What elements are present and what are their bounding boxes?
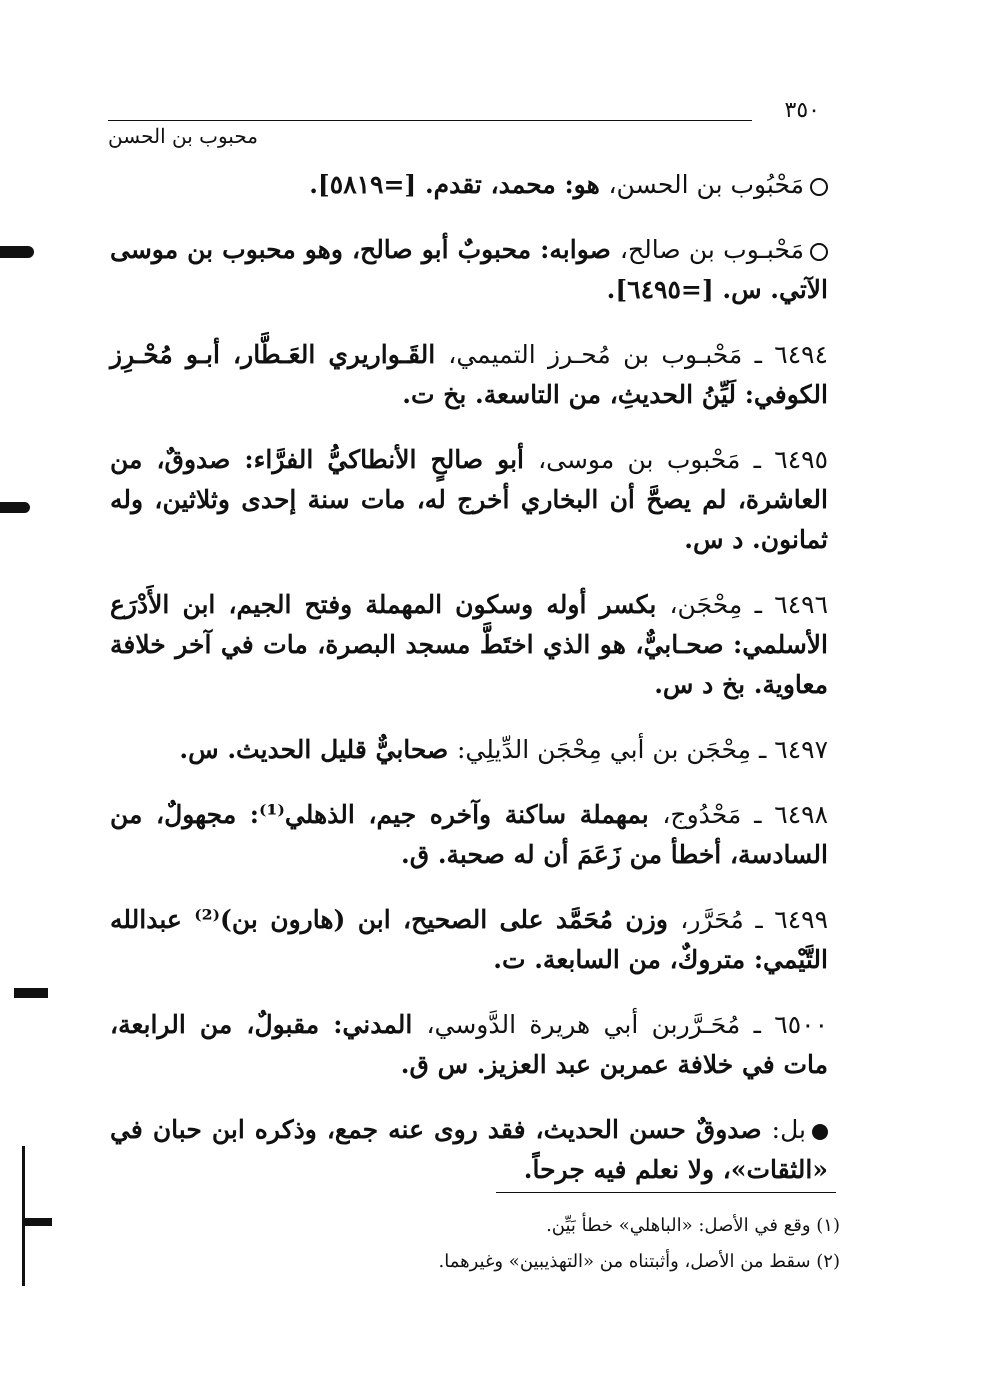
entry-number: ٦٤٩٤: [774, 340, 828, 369]
entry: [110, 440, 828, 560]
entry-name: ـ مَحْبـوب بن مُحـرز التميمي،: [448, 340, 775, 369]
entry-text: صحابيٌّ قليل الحديث. س.: [179, 735, 457, 764]
entry-name: ـ مِحْجَن بن أبي مِحْجَن الدِّيلِي:: [456, 735, 775, 764]
entry-name: بل:: [771, 1115, 806, 1144]
footnotes: [400, 1208, 840, 1280]
margin-scan-mark: [22, 1146, 25, 1286]
margin-scan-mark: [0, 246, 34, 258]
entry: [110, 230, 828, 310]
footnote: (١) وقع في الأصل: «الباهلي» خطأ بَيِّن.: [546, 1215, 840, 1236]
dot-bullet-icon: [812, 1124, 828, 1140]
entry-name: ـ مُحَـرَّربن أبي هريرة الدَّوسي،: [426, 1010, 775, 1039]
footnote: (٢) سقط من الأصل، وأثبتناه من «التهذيبين» وغيرهما.: [438, 1251, 840, 1272]
entry: [110, 795, 828, 875]
header-rule: [108, 120, 752, 121]
entry-name: ـ مَحْبوب بن موسى،: [538, 445, 775, 474]
entry: [110, 900, 828, 980]
entry: [110, 165, 828, 205]
margin-scan-mark: [22, 1218, 52, 1226]
entry-text: بكسر أوله وسكون المهملة وفتح الجيم، ابن الأَدْرَع الأسلمي: صحـابيٌّ، هو الذي اختَطَّ مسجد البصرة، مات في آخر خلافة معاوية. بخ د س.: [110, 590, 828, 699]
margin-scan-mark: [0, 502, 30, 513]
entry: [110, 1005, 828, 1085]
entry: [110, 585, 828, 705]
entry-text: صوابه: محبوبٌ أبو صالح، وهو محبوب بن موسى الآتي. س. [=٦٤٩٥].: [110, 235, 828, 304]
entry-text: وزن مُحَمَّد على الصحيح، ابن (هارون بن)⁽²⁾ عبدالله التَّيْمي: متروكٌ، من السابعة. ت.: [110, 905, 828, 974]
entry-name: ـ مِحْجَن،: [669, 590, 775, 619]
entry-number: ٦٤٩٨: [774, 800, 828, 829]
entry-number: ٦٤٩٦: [774, 590, 829, 619]
entries-list: [110, 140, 828, 1214]
entry-number: ٦٤٩٧: [774, 735, 828, 764]
entry: [110, 730, 828, 770]
circle-bullet-icon: [810, 243, 828, 261]
entry-name: ـ مُحَرَّر،: [680, 905, 775, 934]
entry-text: أبو صالحٍ الأنطاكيُّ الفرَّاء: صدوقٌ، من العاشرة، لم يصحَّ أن البخاري أخرج له، مات سنة إحدى وثلاثين، وله ثمانون. د س.: [110, 445, 828, 554]
page-number: ٣٥٠: [784, 98, 820, 123]
entry-name: مَحْبُوب بن الحسن،: [608, 170, 804, 199]
entry: [110, 335, 828, 415]
footnote-rule: [496, 1192, 836, 1193]
entry-text: هو: محمد، تقدم. [=٥٨١٩].: [309, 170, 609, 199]
entry-number: ٦٥٠٠: [774, 1010, 828, 1039]
margin-scan-mark: [14, 988, 48, 998]
running-title: محبوب بن الحسن: [108, 124, 258, 148]
circle-bullet-icon: [810, 178, 828, 196]
entry-number: ٦٤٩٥: [774, 445, 828, 474]
entry-name: ـ مَحْدُوج،: [662, 800, 775, 829]
entry-name: مَحْبـوب بن صالح،: [619, 235, 805, 264]
entry-number: ٦٤٩٩: [774, 905, 828, 934]
entry-text: المدني: مقبولٌ، من الرابعة، مات في خلافة عمربن عبد العزيز. س ق.: [110, 1010, 828, 1079]
entry-text: بمهملة ساكنة وآخره جيم، الذهلي⁽¹⁾: مجهولٌ، من السادسة، أخطأ من زَعَمَ أن له صحبة. ق.: [110, 800, 828, 869]
entry-text: صدوقٌ حسن الحديث، فقد روى عنه جمع، وذكره ابن حبان في «الثقات»، ولا نعلم فيه جرحاً.: [110, 1115, 828, 1184]
entry: [110, 1110, 828, 1190]
entry-text: القَـواريري العَـطَّار، أبـو مُحْـرِز الكوفي: لَيِّنُ الحديثِ، من التاسعة. بخ ت.: [110, 340, 828, 409]
